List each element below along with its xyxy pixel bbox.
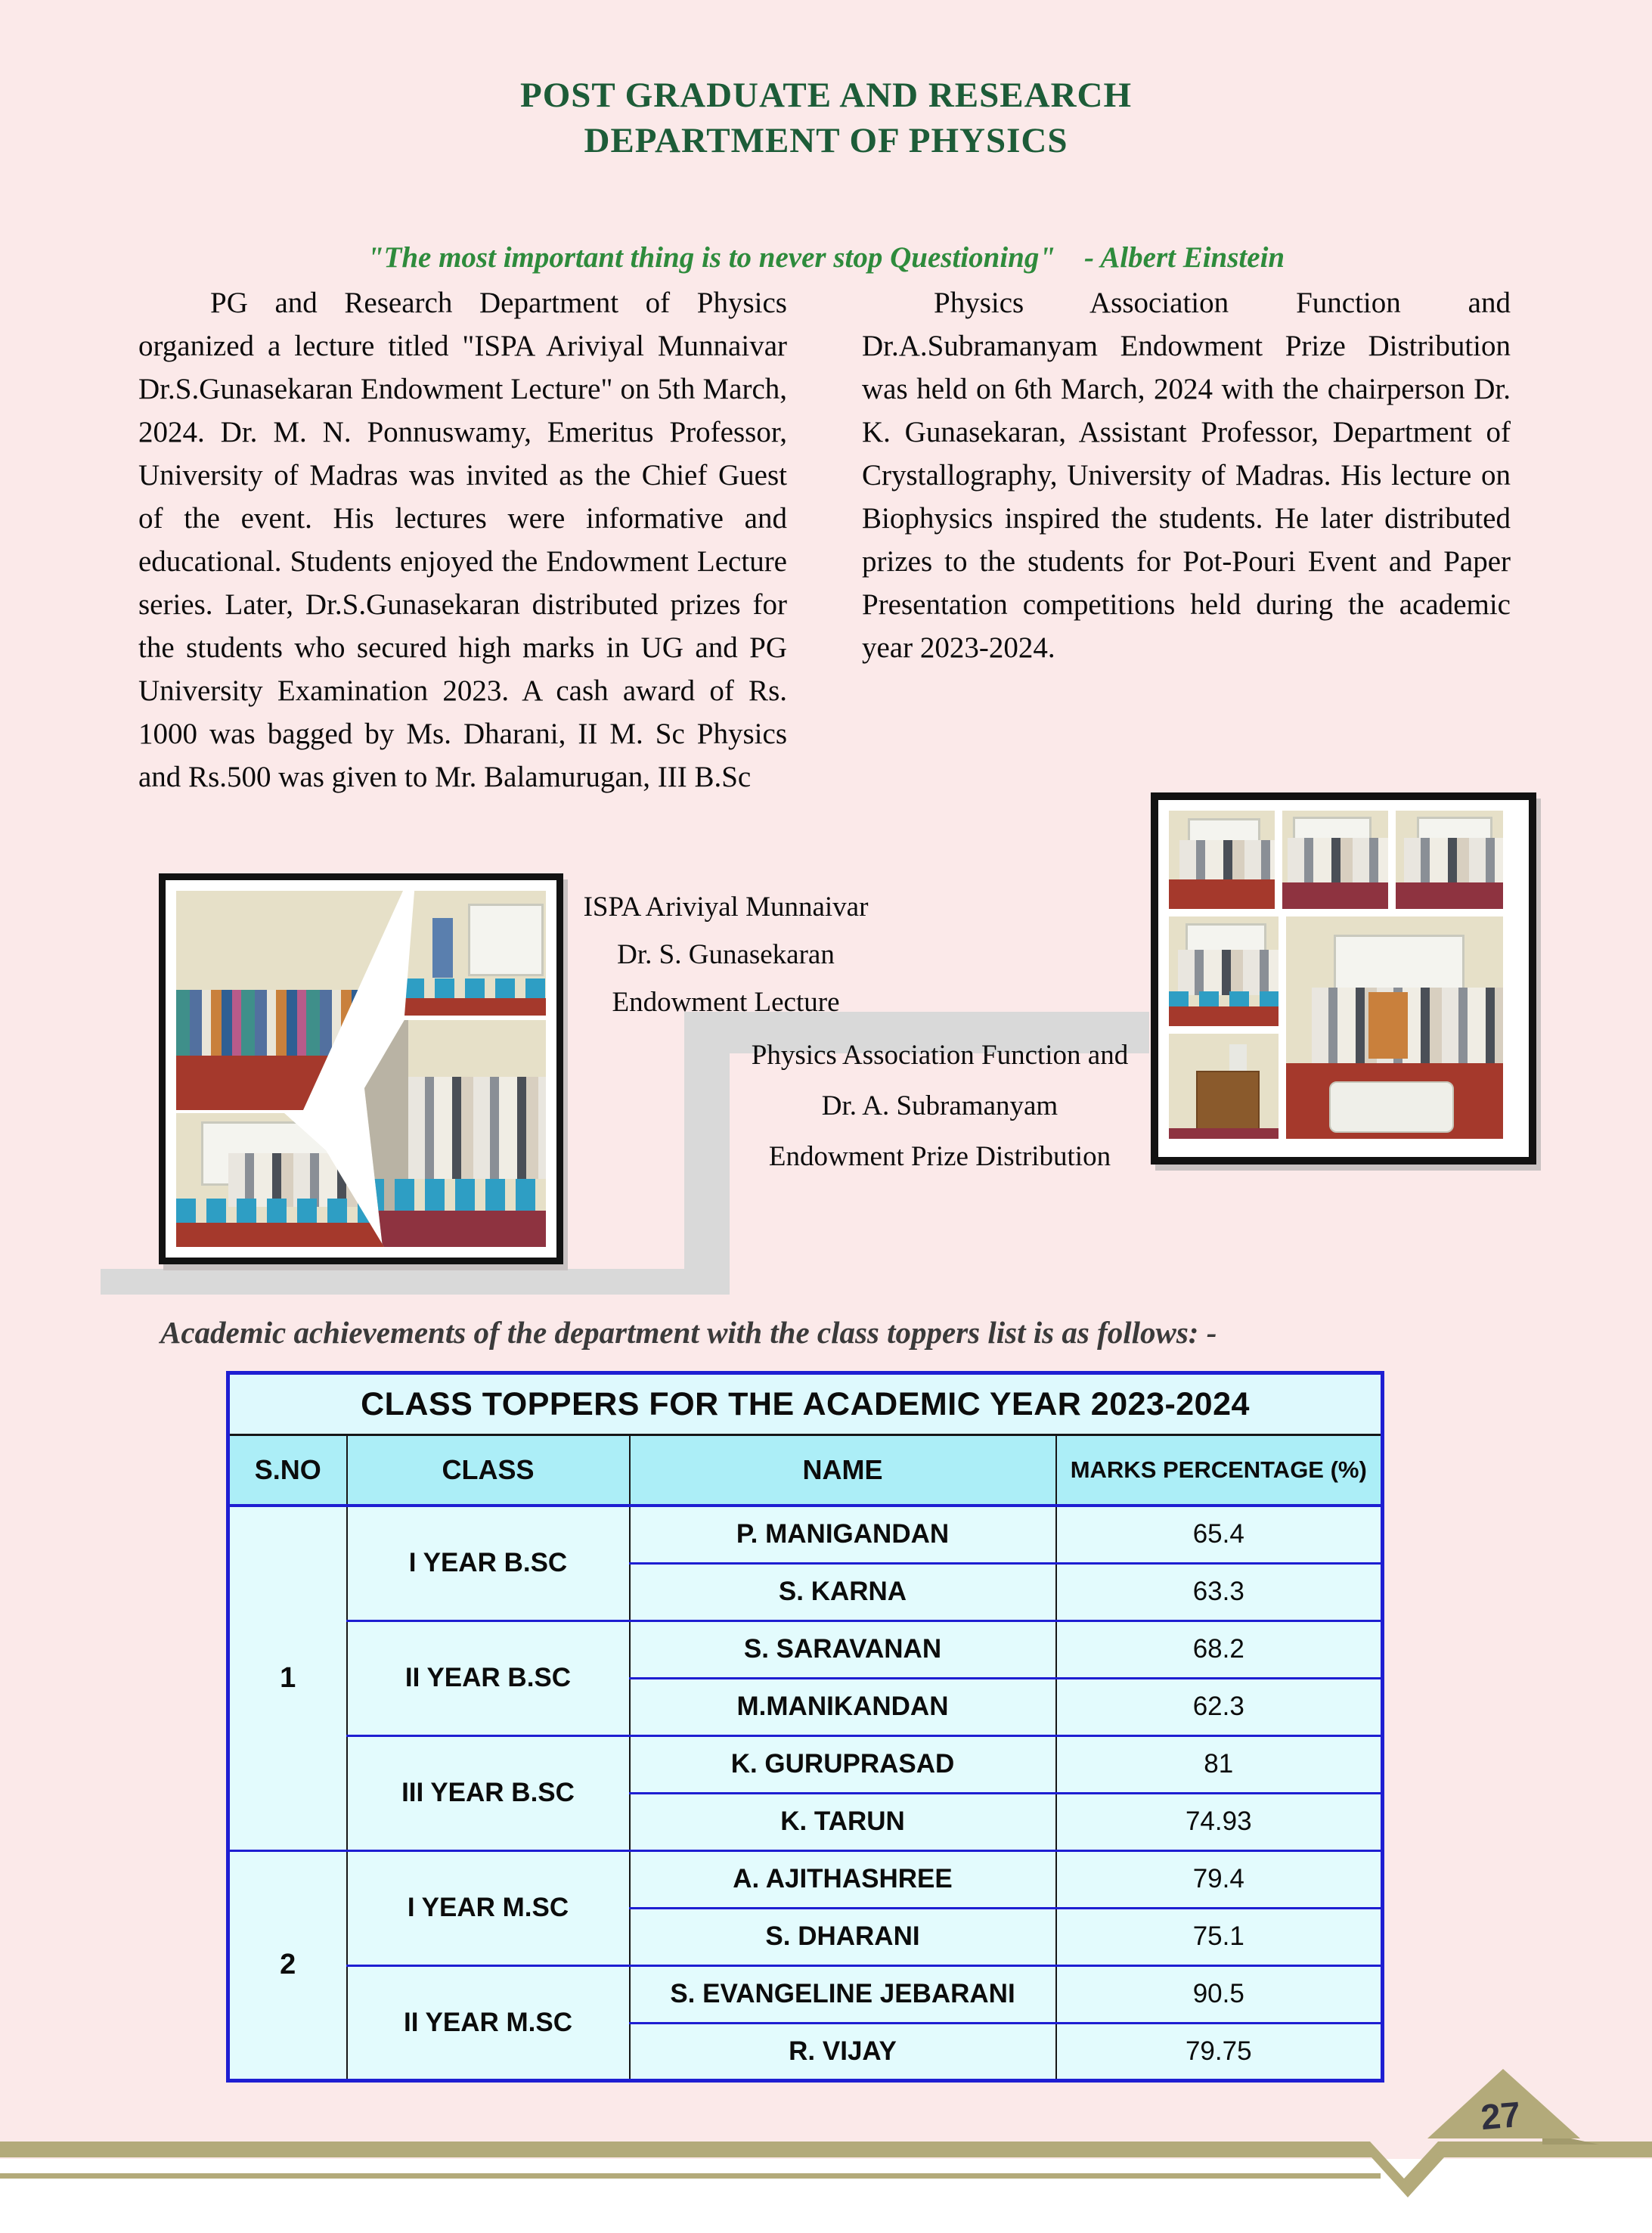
gray-accent-band-bottom: [101, 1269, 707, 1295]
table-row: [228, 1620, 1383, 1678]
photo-speaker: [432, 918, 452, 978]
marks-cell: 74.93: [1056, 1793, 1383, 1850]
photo-carpet: [364, 1211, 546, 1247]
page-title-line2: DEPARTMENT OF PHYSICS: [584, 121, 1068, 160]
table-header-row: [228, 1435, 1383, 1506]
name-cell: S. KARNA: [630, 1563, 1056, 1620]
photo-group-hall: [176, 891, 403, 1110]
photo-memento: [176, 1113, 384, 1247]
photo-prize-3: [1396, 811, 1503, 909]
marks-cell: 79.4: [1056, 1850, 1383, 1908]
photo-shawl: [1368, 992, 1408, 1059]
right-photo-collage: [1151, 792, 1536, 1165]
achievements-heading: Academic achievements of the department with the class toppers list is as follows: -: [160, 1315, 1217, 1350]
right-collage-caption: [730, 1030, 1150, 1182]
caption-line: ISPA Ariviyal Munnaivar: [583, 892, 869, 923]
cls-cell: III YEAR B.SC: [347, 1735, 630, 1850]
photo-chairs: [364, 1179, 546, 1211]
footer-band: [0, 2142, 1652, 2197]
photo-people: [408, 1077, 546, 1179]
photo-chairs: [1169, 991, 1279, 1006]
header-marks: MARKS PERCENTAGE (%): [1056, 1435, 1383, 1506]
header-name: NAME: [630, 1435, 1056, 1506]
table-title-row: [228, 1373, 1383, 1435]
gray-accent-band-left: [684, 1012, 730, 1295]
photo-shawl-honor: [1286, 916, 1503, 1139]
photo-carpet: [1169, 1128, 1279, 1139]
marks-cell: 79.75: [1056, 2023, 1383, 2080]
photo-prize-4: [1169, 916, 1279, 1026]
header-sno: S.NO: [228, 1435, 347, 1506]
caption-line: Endowment Prize Distribution: [768, 1141, 1111, 1172]
table-row: [228, 1506, 1383, 1563]
name-cell: S. DHARANI: [630, 1908, 1056, 1965]
photo-carpet: [1282, 882, 1388, 909]
photo-lecture-screen: [404, 891, 546, 1016]
page-title: [0, 73, 1652, 163]
caption-line: Dr. S. Gunasekaran: [617, 939, 835, 970]
cls-cell: II YEAR M.SC: [347, 1965, 630, 2080]
caption-line: Physics Association Function and: [751, 1040, 1129, 1071]
marks-cell: 68.2: [1056, 1620, 1383, 1678]
name-cell: A. AJITHASHREE: [630, 1850, 1056, 1908]
marks-cell: 62.3: [1056, 1678, 1383, 1735]
table-title: CLASS TOPPERS FOR THE ACADEMIC YEAR 2023-2024: [228, 1373, 1383, 1435]
photo-people: [1178, 950, 1279, 996]
photo-chairs: [404, 978, 546, 998]
caption-line: Dr. A. Subramanyam: [821, 1090, 1058, 1121]
table-row: [228, 1850, 1383, 1908]
projector-screen: [468, 904, 544, 977]
page-number: 27: [1479, 2093, 1523, 2138]
photo-people: [1179, 840, 1275, 879]
left-paragraph: PG and Research Department of Physics organized a lecture titled "ISPA Ariviyal Munnaivar Dr.S.Gunasekaran Endowment Lecture" on 5th March, 2024. Dr. M. N. Ponnuswamy, Emeritus Professor, University of Madras was invited as the Chief Guest of the event. His lectures were informative and educational. Students enjoyed the Endowment Lecture series. Later, Dr.S.Gunasekaran distributed prizes for the students who secured high marks in UG and PG University Examination 2023. A cash award of Rs. 1000 was bagged by Ms. Dharani, II M. Sc Physics and Rs.500 was given to Mr. Balamurugan, III B.Sc: [138, 287, 787, 793]
class-toppers-table: [226, 1371, 1384, 2083]
sno-cell: 2: [228, 1850, 347, 2080]
left-photo-collage: [159, 873, 563, 1264]
name-cell: K. TARUN: [630, 1793, 1056, 1850]
marks-cell: 63.3: [1056, 1563, 1383, 1620]
photo-prize-1: [1169, 811, 1275, 909]
photo-carpet: [404, 998, 546, 1016]
photo-carpet: [176, 1223, 384, 1247]
article-right-column: [862, 281, 1511, 669]
marks-cell: 75.1: [1056, 1908, 1383, 1965]
quote-attribution: - Albert Einstein: [1084, 241, 1285, 274]
photo-people: [1288, 838, 1388, 882]
sno-cell: 1: [228, 1506, 347, 1850]
cls-cell: I YEAR B.SC: [347, 1506, 630, 1620]
left-collage-caption: [563, 883, 888, 1026]
photo-certificate-group: [364, 1020, 546, 1247]
caption-line: Endowment Lecture: [612, 987, 840, 1018]
photo-people: [1312, 988, 1503, 1068]
photo-people: [1404, 838, 1503, 882]
name-cell: S. SARAVANAN: [630, 1620, 1056, 1678]
toppers-table-body: [228, 1506, 1383, 2080]
name-cell: P. MANIGANDAN: [630, 1506, 1056, 1563]
page-title-line1: POST GRADUATE AND RESEARCH: [519, 76, 1133, 115]
marks-cell: 65.4: [1056, 1506, 1383, 1563]
projector-device: [1329, 1081, 1454, 1134]
photo-carpet: [1169, 1006, 1279, 1026]
footer-ribbon: [0, 2042, 1652, 2233]
name-cell: S. EVANGELINE JEBARANI: [630, 1965, 1056, 2023]
article-left-column: [138, 281, 787, 799]
right-paragraph: Physics Association Function and Dr.A.Subramanyam Endowment Prize Distribution was held on 6th March, 2024 with the chairperson Dr. K. Gunasekaran, Assistant Professor, Department of Crystallography, University of Madras. His lecture on Biophysics inspired the students. He later distributed prizes to the students for Pot-Pouri Event and Paper Presentation competitions held during the academic year 2023-2024.: [862, 287, 1511, 664]
footer-thin-line: [0, 2173, 1381, 2179]
marks-cell: 90.5: [1056, 1965, 1383, 2023]
podium: [1196, 1071, 1260, 1131]
quote-line: [0, 240, 1652, 274]
name-cell: M.MANIKANDAN: [630, 1678, 1056, 1735]
quote-text: "The most important thing is to never stop Questioning": [367, 241, 1055, 274]
name-cell: R. VIJAY: [630, 2023, 1056, 2080]
table-row: [228, 1965, 1383, 2023]
photo-chairs: [176, 1199, 384, 1223]
name-cell: K. GURUPRASAD: [630, 1735, 1056, 1793]
photo-carpet: [1396, 882, 1503, 909]
cls-cell: I YEAR M.SC: [347, 1850, 630, 1965]
table-row: [228, 1735, 1383, 1793]
photo-podium-speaker: [1169, 1034, 1279, 1139]
cls-cell: II YEAR B.SC: [347, 1620, 630, 1735]
photo-people: [176, 990, 403, 1056]
header-class: CLASS: [347, 1435, 630, 1506]
photo-carpet: [1169, 879, 1275, 909]
marks-cell: 81: [1056, 1735, 1383, 1793]
photo-prize-2: [1282, 811, 1388, 909]
